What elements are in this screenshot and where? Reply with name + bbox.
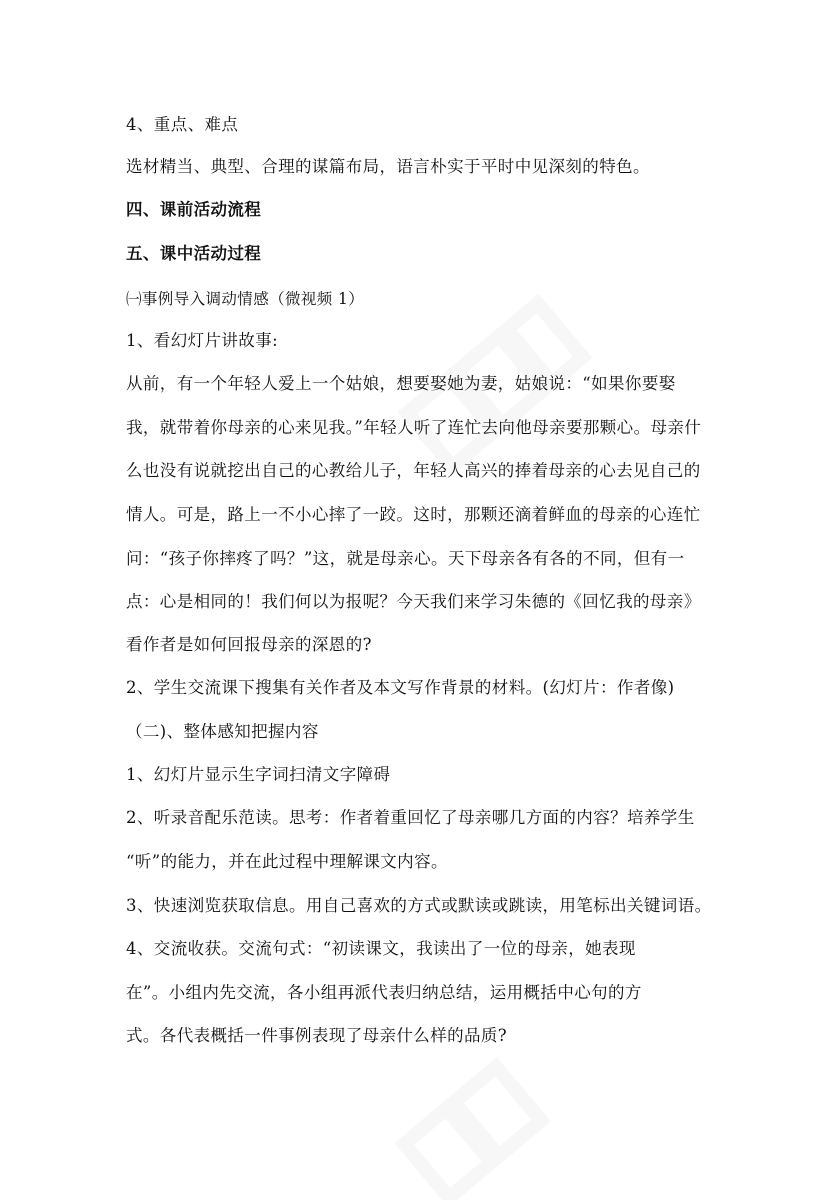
paragraph-line: “听”的能力，并在此过程中理解课文内容。 (126, 852, 448, 871)
section-heading-in-class: 五、课中活动过程 (126, 244, 262, 263)
paragraph-line: 我，就带着你母亲的心来见我。”年轻人听了连忙去向他母亲要那颗心。母亲什 (126, 418, 702, 437)
paragraph-line: 情人。可是，路上一不小心摔了一跤。这时，那颗还滴着鲜血的母亲的心连忙 (126, 505, 701, 524)
list-item-story: 1、看幻灯片讲故事: (126, 331, 279, 350)
paragraph-line: 从前，有一个年轻人爱上一个姑娘，想要娶她为妻，姑娘说：“如果你要娶 (126, 374, 676, 393)
section-heading-key-points: 4、重点、难点 (126, 115, 239, 134)
list-item-skimming: 3、快速浏览获取信息。用自己喜欢的方式或默读或跳读，用笔标出关键词语。 (126, 896, 712, 915)
subsection-heading-intro: ㈠事例导入调动情感（微视频 1） (126, 290, 365, 308)
paragraph-line: 点：心是相同的！我们何以为报呢？今天我们来学习朱德的《回忆我的母亲》 (126, 592, 701, 611)
list-item-sharing: 4、交流收获。交流句式：“初读课文，我读出了一位的母亲，她表现 (126, 939, 636, 958)
paragraph-line: 看作者是如何回报母亲的深恩的? (126, 635, 372, 654)
paragraph-line: 式。各代表概括一件事例表现了母亲什么样的品质? (126, 1026, 508, 1045)
list-item-listening: 2、听录音配乐范读。思考：作者着重回忆了母亲哪几方面的内容？培养学生 (126, 808, 695, 827)
section-heading-pre-class: 四、课前活动流程 (126, 200, 262, 219)
list-item-exchange: 2、学生交流课下搜集有关作者及本文写作背景的材料。(幻灯片：作者像) (126, 678, 675, 697)
paragraph-line: 选材精当、典型、合理的谋篇布局，语言朴实于平时中见深刻的特色。 (126, 157, 650, 176)
watermark-logo-bottom (380, 1040, 610, 1200)
paragraph-line: 么也没有说就挖出自己的心教给儿子，年轻人高兴的捧着母亲的心去见自己的 (126, 461, 701, 480)
paragraph-line: 在”。小组内先交流，各小组再派代表归纳总结，运用概括中心句的方 (126, 983, 642, 1002)
paragraph-line: 问：“孩子你摔疼了吗？”这，就是母亲心。天下母亲各有各的不同，但有一 (126, 549, 685, 568)
list-item-vocabulary: 1、幻灯片显示生字词扫清文字障碍 (126, 765, 391, 784)
subsection-heading-overall: （二)、整体感知把握内容 (126, 722, 319, 741)
